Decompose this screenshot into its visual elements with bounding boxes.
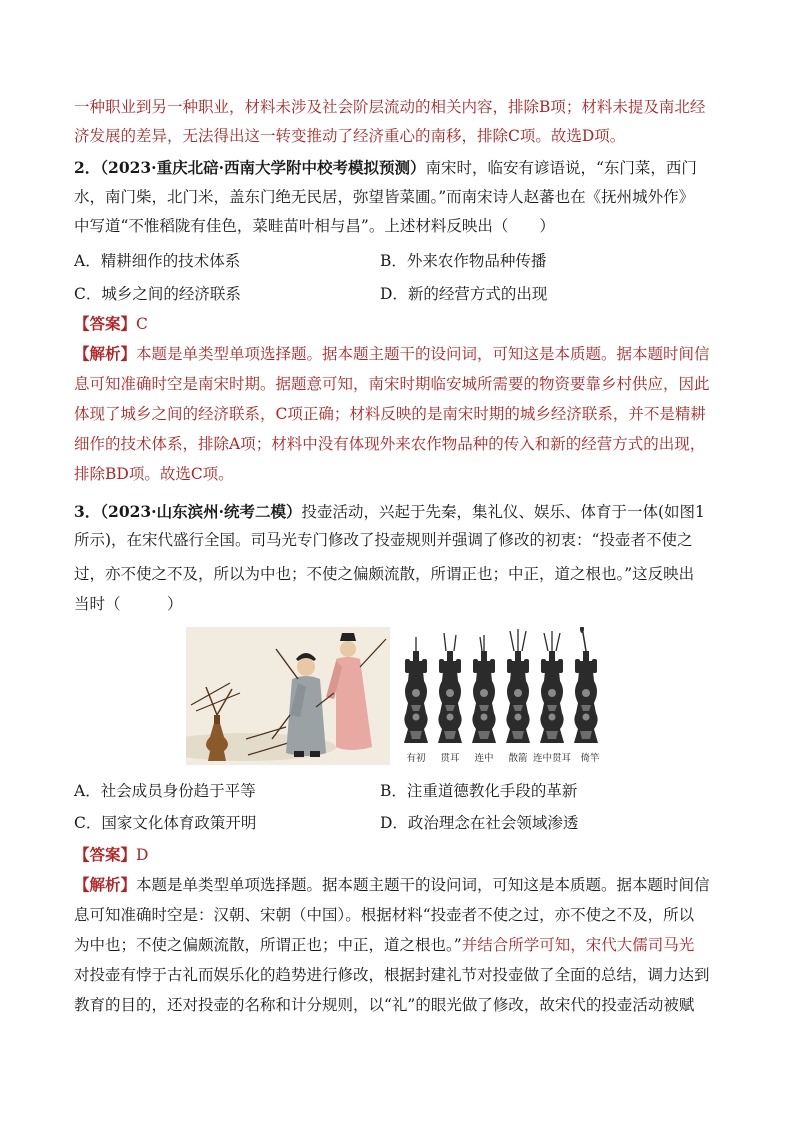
q3-option-a: A．社会成员身份趋于平等 xyxy=(74,782,256,800)
analysis-text-red: 并结合所学可知，宋代大儒司马光 xyxy=(461,936,695,954)
q3-analysis-line: 息可知准确时空是：汉朝、宋朝（中国）。根据材料“投壶者不使之过，亦不使之不及，所以 xyxy=(74,906,695,924)
figure-caption: 连中 xyxy=(474,753,494,764)
q2-answer xyxy=(74,313,148,335)
q2-source: （2023·重庆北碚·西南大学附中校考模拟预测） xyxy=(100,158,426,177)
analysis-label: 【解析】 xyxy=(74,875,137,894)
analysis-label: 【解析】 xyxy=(74,344,137,363)
figure-caption: 连中贯耳 xyxy=(532,753,572,764)
answer-value: C xyxy=(136,315,148,333)
q2-stem-line: 中写道“不惟稻陇有佳色，菜畦苗叶相与昌”。上述材料反映出（ ） xyxy=(74,217,555,235)
q2-option-b: B．外来农作物品种传播 xyxy=(380,252,547,270)
q2-option-c: C．城乡之间的经济联系 xyxy=(74,285,241,303)
q3-number: 3． xyxy=(74,502,101,521)
q3-source: （2023·山东滨州·统考二模） xyxy=(100,502,302,521)
pot-icon-1 xyxy=(404,637,428,743)
q2-analysis-line: 排除BD项。故选C项。 xyxy=(74,465,234,483)
figure-caption: 贯耳 xyxy=(440,753,460,764)
pot-icon-2 xyxy=(438,633,462,743)
q3-option-c: C．国家文化体育政策开明 xyxy=(74,814,257,832)
q3-analysis-line xyxy=(74,874,710,896)
q2-analysis-line xyxy=(74,343,710,365)
q2-analysis-line: 体现了城乡之间的经济联系，C项正确；材料反映的是南宋时期的城乡经济联系，并不是精耕 xyxy=(74,405,706,423)
q3-option-d: D．政治理念在社会领域渗透 xyxy=(380,814,579,832)
pot-icon-6 xyxy=(574,627,598,743)
q3-stem-line: 所示)，在宋代盛行全国。司马光专门修改了投壶规则并强调了修改的初衷：“投壶者不使之 xyxy=(74,531,693,549)
q2-option-d: D．新的经营方式的出现 xyxy=(380,285,548,303)
touhu-painting-image xyxy=(186,627,390,765)
q2-analysis-line: 息可知准确时空是南宋时期。据题意可知，南宋时期临安城所需要的物资要靠乡村供应，因此 xyxy=(74,375,710,393)
touhu-scoring-diagram xyxy=(398,627,610,767)
q3-stem-line: 当时（ ） xyxy=(74,595,183,613)
q3-analysis-line: 教育的目的，还对投壶的名称和计分规则，以“礼”的眼光做了修改，故宋代的投壶活动被赋 xyxy=(74,996,695,1014)
figure-caption: 有初 xyxy=(406,753,426,764)
answer-label: 【答案】 xyxy=(74,845,137,864)
q3-analysis-line: 对投壶有悖于古礼而娱乐化的趋势进行修改，根据封建礼节对投壶做了全面的总结，调力达到 xyxy=(74,966,710,984)
analysis-text: 为中也；不使之偏颇流散，所谓正也；中正，道之根也。” xyxy=(74,936,462,954)
q3-answer xyxy=(74,844,148,866)
q2-number: 2． xyxy=(74,158,101,177)
analysis-text: 本题是单类型单项选择题。据本题主题干的设问词，可知这是本质题。据本题时间信 xyxy=(136,345,710,363)
answer-label: 【答案】 xyxy=(74,314,137,333)
q3-analysis-line xyxy=(74,934,694,956)
pot-icon-4 xyxy=(506,629,530,743)
analysis-text: 本题是单类型单项选择题。据本题主题干的设问词，可知这是本质题。据本题时间信 xyxy=(136,876,710,894)
q3-stem-text: 投壶活动，兴起于先秦，集礼仪、娱乐、体育于一体(如图1 xyxy=(301,503,705,521)
touhu-figure xyxy=(186,627,610,767)
q2-stem-line xyxy=(74,157,697,179)
q2-stem-text: 南宋时，临安有谚语说，“东门菜，西门 xyxy=(425,159,697,177)
q2-option-a: A．精耕细作的技术体系 xyxy=(74,252,241,270)
figure-caption: 散箭 xyxy=(508,753,528,764)
pot-icon-3 xyxy=(472,635,496,743)
q3-option-b: B．注重道德教化手段的革新 xyxy=(380,782,578,800)
prev-explanation-line: 一种职业到另一种职业，材料未涉及社会阶层流动的相关内容，排除B项；材料未提及南北经 xyxy=(74,98,706,116)
figure-caption: 倚竿 xyxy=(580,753,600,764)
prev-explanation-line: 济发展的差异，无法得出这一转变推动了经济重心的南移，排除C项。故选D项。 xyxy=(74,127,626,145)
q3-stem-line: 过，亦不使之不及，所以为中也；不使之偏颇流散，所谓正也；中正，道之根也。”这反映出 xyxy=(74,565,695,583)
q3-stem-line xyxy=(74,501,705,523)
answer-value: D xyxy=(136,846,149,864)
q2-analysis-line: 细作的技术体系，排除A项；材料中没有体现外来农作物品种的传入和新的经营方式的出现， xyxy=(74,435,706,453)
q2-stem-line: 水，南门柴，北门米，盖东门绝无民居，弥望皆菜圃。”而南宋诗人赵蕃也在《抚州城外作》 xyxy=(74,188,695,206)
pot-icon-5 xyxy=(540,631,564,743)
